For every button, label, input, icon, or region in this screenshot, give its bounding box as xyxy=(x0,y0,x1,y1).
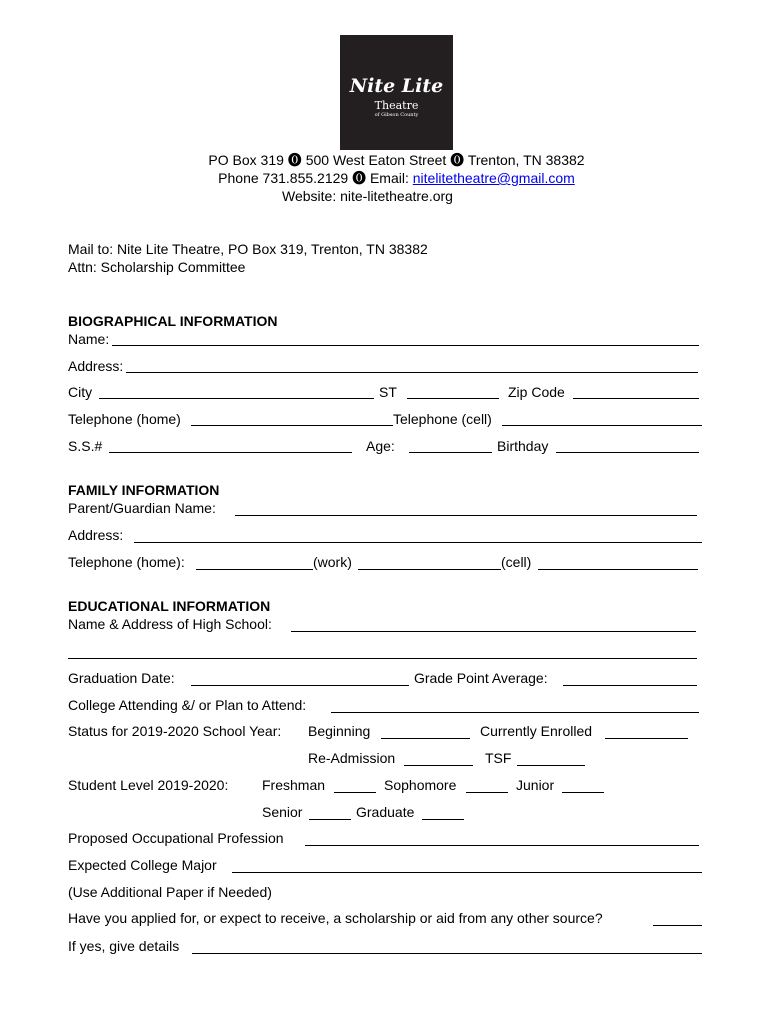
family-work-field[interactable] xyxy=(358,569,501,570)
logo-subtitle: Theatre xyxy=(374,99,419,112)
theatre-logo xyxy=(340,35,453,150)
bio-section-title: BIOGRAPHICAL INFORMATION xyxy=(68,313,278,329)
bio-ss-field[interactable] xyxy=(109,452,352,453)
edu-college-field[interactable] xyxy=(331,712,699,713)
edu-junior-field[interactable] xyxy=(562,792,604,793)
edu-graduate-field[interactable] xyxy=(422,819,464,820)
edu-tsf-field[interactable] xyxy=(517,765,585,766)
edu-college-label: College Attending &/ or Plan to Attend: xyxy=(68,697,307,713)
edu-status-label: Status for 2019-2020 School Year: xyxy=(68,723,282,739)
header-address: PO Box 319 ⓿ 500 West Eaton Street ⓿ Trenton, TN 38382 xyxy=(208,152,585,168)
edu-tsf-label: TSF xyxy=(485,750,512,766)
edu-hs-label: Name & Address of High School: xyxy=(68,616,272,632)
edu-applied-field[interactable] xyxy=(653,925,702,926)
edu-details-label: If yes, give details xyxy=(68,938,180,954)
bio-name-field[interactable] xyxy=(112,345,699,346)
bio-name-label: Name: xyxy=(68,331,110,347)
edu-sophomore-field[interactable] xyxy=(466,792,508,793)
header-contact xyxy=(0,170,770,186)
logo-name: Nite Lite xyxy=(349,75,444,97)
bio-tel-home-field[interactable] xyxy=(191,425,393,426)
edu-occupation-label: Proposed Occupational Profession xyxy=(68,830,284,846)
mail-to: Mail to: Nite Lite Theatre, PO Box 319, Trenton, TN 38382 xyxy=(68,241,428,257)
bio-tel-cell-label: Telephone (cell) xyxy=(393,411,492,427)
edu-graduate-label: Graduate xyxy=(356,804,415,820)
header-phone: Phone 731.855.2129 ⓿ Email: xyxy=(218,170,413,186)
edu-grad-date-field[interactable] xyxy=(191,685,409,686)
edu-enrolled-label: Currently Enrolled xyxy=(480,723,593,739)
edu-senior-label: Senior xyxy=(262,804,303,820)
family-work-label: (work) xyxy=(313,554,352,570)
edu-applied-label: Have you applied for, or expect to receive, a scholarship or aid from any other source? xyxy=(68,910,603,926)
edu-senior-field[interactable] xyxy=(309,819,351,820)
edu-gpa-field[interactable] xyxy=(563,685,697,686)
family-tel-home-label: Telephone (home): xyxy=(68,554,185,570)
bio-address-label: Address: xyxy=(68,358,124,374)
bio-st-label: ST xyxy=(379,384,397,400)
edu-hs-field-line2[interactable] xyxy=(68,658,697,659)
edu-occupation-field[interactable] xyxy=(305,845,699,846)
bio-age-label: Age: xyxy=(366,438,395,454)
edu-grad-date-label: Graduation Date: xyxy=(68,670,175,686)
family-tel-home-field[interactable] xyxy=(196,569,313,570)
mail-attn: Attn: Scholarship Committee xyxy=(68,259,246,275)
edu-gpa-label: Grade Point Average: xyxy=(414,670,548,686)
header-website: Website: nite-litetheatre.org xyxy=(282,188,453,204)
bio-tel-home-label: Telephone (home) xyxy=(68,411,181,427)
edu-section-title: EDUCATIONAL INFORMATION xyxy=(68,598,271,614)
family-address-label: Address: xyxy=(68,527,124,543)
edu-enrolled-field[interactable] xyxy=(605,738,688,739)
edu-junior-label: Junior xyxy=(516,777,555,793)
edu-major-field[interactable] xyxy=(232,872,702,873)
edu-readmission-field[interactable] xyxy=(404,765,473,766)
edu-freshman-label: Freshman xyxy=(262,777,326,793)
bio-birthday-label: Birthday xyxy=(497,438,549,454)
edu-level-label: Student Level 2019-2020: xyxy=(68,777,229,793)
edu-beginning-field[interactable] xyxy=(381,738,470,739)
family-section-title: FAMILY INFORMATION xyxy=(68,482,220,498)
edu-readmission-label: Re-Admission xyxy=(308,750,396,766)
logo-subtitle-small: of Gibson County xyxy=(374,112,419,118)
family-parent-field[interactable] xyxy=(235,515,697,516)
edu-major-label: Expected College Major xyxy=(68,857,217,873)
edu-details-field[interactable] xyxy=(192,953,702,954)
edu-beginning-label: Beginning xyxy=(308,723,371,739)
edu-additional-note: (Use Additional Paper if Needed) xyxy=(68,884,272,900)
bio-age-field[interactable] xyxy=(409,452,492,453)
family-parent-label: Parent/Guardian Name: xyxy=(68,500,216,516)
edu-sophomore-label: Sophomore xyxy=(384,777,457,793)
bio-tel-cell-field[interactable] xyxy=(502,425,702,426)
bio-zip-field[interactable] xyxy=(573,398,699,399)
bio-zip-label: Zip Code xyxy=(508,384,565,400)
bio-address-field[interactable] xyxy=(126,372,698,373)
bio-ss-label: S.S.# xyxy=(68,438,103,454)
bio-birthday-field[interactable] xyxy=(556,452,699,453)
bio-city-label: City xyxy=(68,384,93,400)
family-cell-label: (cell) xyxy=(501,554,532,570)
email-link[interactable]: nitelitetheatre@gmail.com xyxy=(412,170,575,186)
family-cell-field[interactable] xyxy=(538,569,698,570)
bio-st-field[interactable] xyxy=(407,398,499,399)
edu-freshman-field[interactable] xyxy=(334,792,376,793)
family-address-field[interactable] xyxy=(134,542,702,543)
bio-city-field[interactable] xyxy=(99,398,374,399)
edu-hs-field[interactable] xyxy=(291,631,696,632)
